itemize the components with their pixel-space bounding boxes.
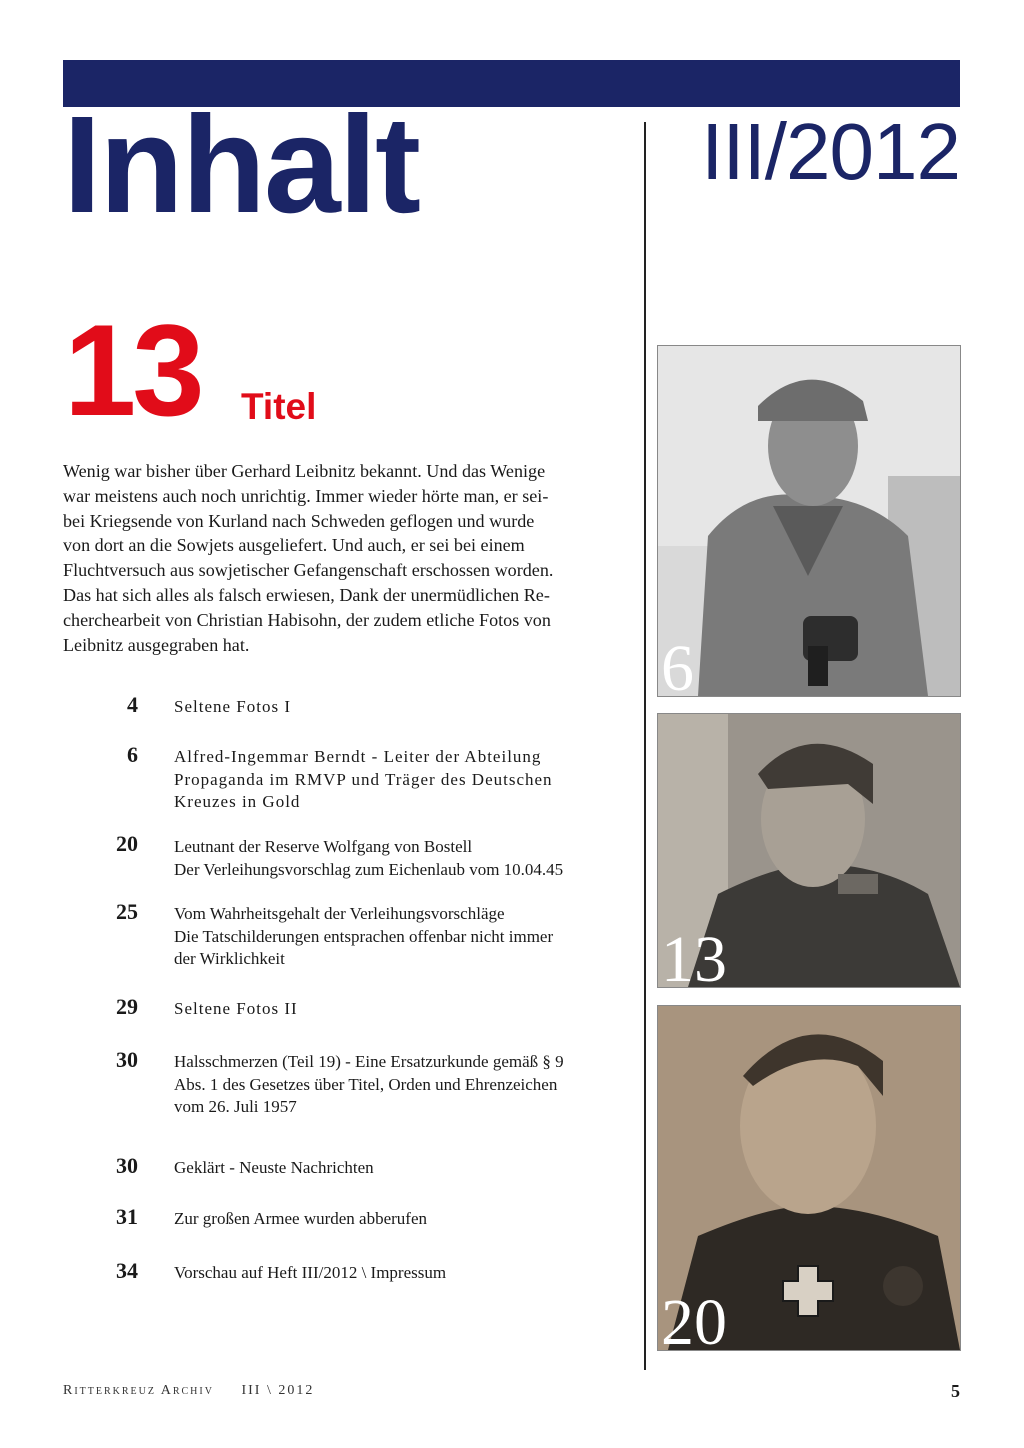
toc-entry[interactable]	[174, 998, 604, 1021]
toc-page-number: 20	[116, 831, 138, 856]
toc-entry-line: Leutnant der Reserve Wolfgang von Bostell	[174, 837, 473, 856]
toc-entry[interactable]	[174, 1208, 604, 1231]
toc-page-number: 30	[116, 1047, 138, 1072]
toc-entry-line: Vom Wahrheitsgehalt der Verleihungsvorschläge	[174, 904, 505, 923]
toc-entry-line: Propaganda im RMVP und Träger des Deutschen	[174, 769, 553, 789]
toc-entry[interactable]	[174, 903, 604, 971]
photo-page-label: 20	[661, 1286, 727, 1351]
toc-entry-line: der Wirklichkeit	[174, 949, 285, 968]
toc-entry-line: Abs. 1 des Gesetzes über Titel, Orden und Ehrenzeichen	[174, 1074, 558, 1094]
intro-line: bei Kriegsende von Kurland nach Schweden geflogen und wurde	[63, 510, 535, 531]
toc-entry-line: Seltene Fotos II	[174, 999, 298, 1018]
intro-line: Fluchtversuch aus sowjetischer Gefangenschaft erschossen worden.	[63, 560, 554, 581]
publication-name: Ritterkreuz Archiv	[63, 1383, 214, 1398]
toc-page-number: 4	[127, 692, 138, 717]
column-divider	[644, 122, 646, 1370]
toc-entry[interactable]	[174, 1051, 604, 1119]
footer-publication	[63, 1383, 314, 1399]
intro-line: Das hat sich alles als falsch erwiesen, Dank der unermüdlichen Re-	[63, 584, 550, 605]
toc-entry-line: Kreuzes in Gold	[174, 792, 301, 811]
feature-page-number: 13	[64, 297, 201, 443]
toc-entry-line: vom 26. Juli 1957	[174, 1097, 297, 1116]
toc-entry-line: Seltene Fotos I	[174, 697, 291, 716]
photo-knights-cross[interactable]	[657, 1005, 961, 1351]
photo-page-label: 6	[661, 632, 694, 697]
toc-page-number: 25	[116, 899, 138, 924]
toc-entry-line: Vorschau auf Heft III/2012 \ Impressum	[174, 1263, 447, 1282]
toc-entry-line: Zur großen Armee wurden abberufen	[174, 1209, 428, 1228]
toc-entry-line: Geklärt - Neuste Nachrichten	[174, 1158, 374, 1177]
toc-entry[interactable]	[174, 746, 604, 814]
toc-entry[interactable]	[174, 836, 604, 881]
footer-issue: III \ 2012	[241, 1383, 315, 1398]
issue-label: III/2012	[701, 107, 960, 196]
toc-page-number: 6	[127, 742, 138, 767]
portrait-image	[658, 346, 960, 696]
intro-line: Leibnitz ausgegraben hat.	[63, 634, 250, 655]
toc-entry[interactable]	[174, 1262, 604, 1285]
intro-line: Wenig war bisher über Gerhard Leibnitz bekannt. Und das Wenige	[63, 461, 546, 481]
photo-soldier-cap[interactable]	[657, 345, 961, 697]
toc-page-number: 29	[116, 994, 138, 1019]
toc-entry-line: Halsschmerzen (Teil 19) - Eine Ersatzurkunde gemäß § 9	[174, 1052, 564, 1071]
page-title: Inhalt	[63, 88, 419, 242]
photo-officer-profile[interactable]	[657, 713, 961, 988]
toc-page-number: 31	[116, 1204, 138, 1229]
page-number: 5	[951, 1381, 960, 1401]
intro-line: war meistens auch noch unrichtig. Immer wieder hörte man, er sei-	[63, 485, 549, 506]
intro-line: von dort an die Sowjets ausgeliefert. Und auch, er sei bei einem	[63, 535, 525, 556]
photo-page-label: 13	[661, 923, 727, 988]
toc-page-number: 34	[116, 1258, 138, 1283]
feature-intro	[63, 459, 605, 657]
toc-page-number: 30	[116, 1153, 138, 1178]
toc-entry-line: Alfred-Ingemmar Berndt - Leiter der Abteilung	[174, 747, 542, 766]
toc-entry[interactable]	[174, 696, 604, 719]
intro-line: cherchearbeit von Christian Habisohn, der zudem etliche Fotos von	[63, 609, 551, 630]
toc-entry[interactable]	[174, 1157, 604, 1180]
toc-entry-line: Die Tatschilderungen entsprachen offenbar nicht immer	[174, 926, 554, 946]
toc-entry-line: Der Verleihungsvorschlag zum Eichenlaub vom 10.04.45	[174, 859, 564, 879]
feature-title: Titel	[241, 386, 317, 427]
